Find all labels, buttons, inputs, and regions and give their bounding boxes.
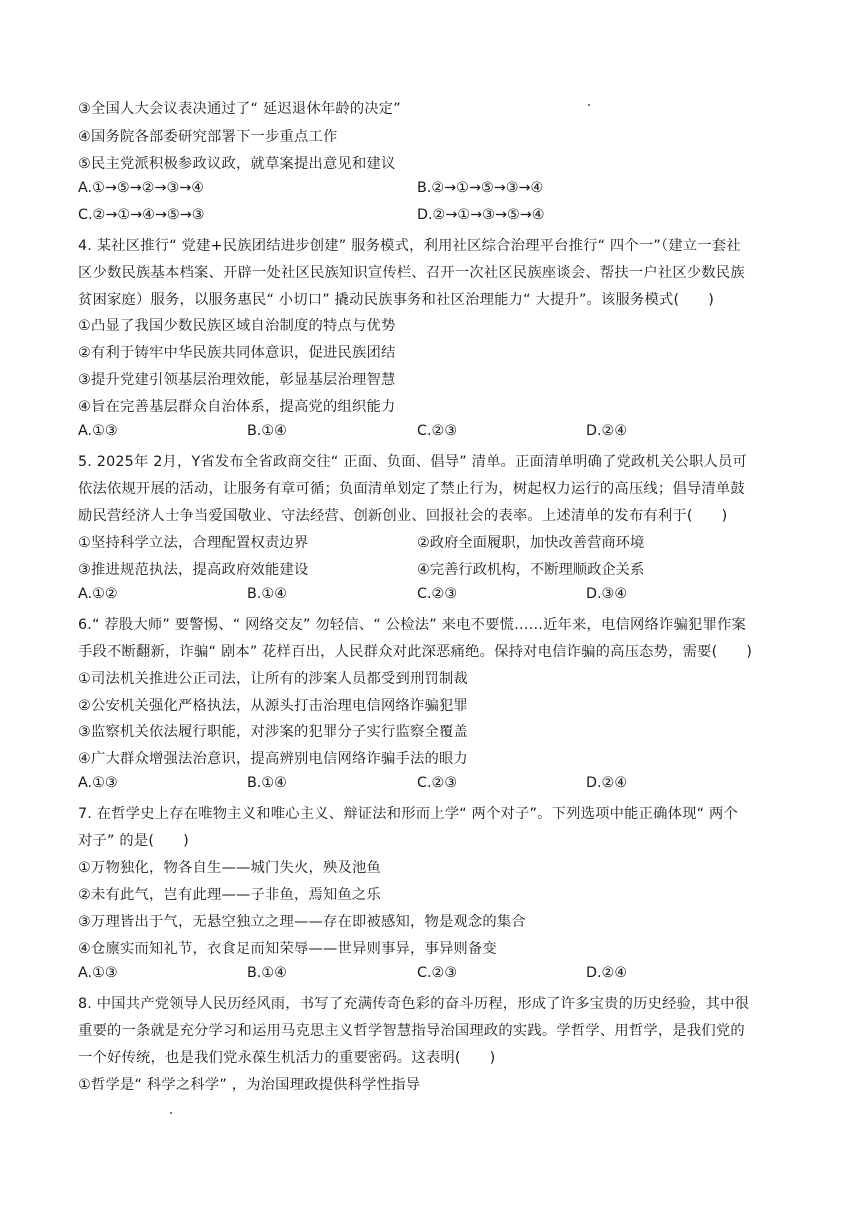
q5-stem-line: 5. 2025年 2月，Y省发布全省政商交往“ 正面、负面、倡导” 清单。正面清单明确了党政机关公职人员可 <box>78 454 748 470</box>
q5-stem-line: 励民营经济人士争当爱国敬业、守法经营、创新创业、回报社会的表率。上述清单的发布有利于( ) <box>78 508 728 524</box>
q4-option-b[interactable]: B.①④ <box>247 423 287 439</box>
q6-item-2: ②公安机关强化严格执法，从源头打击治理电信网络诈骗犯罪 <box>78 698 468 714</box>
q5-item-2: ②政府全面履职，加快改善营商环境 <box>417 535 645 551</box>
q5-option-c[interactable]: C.②③ <box>417 586 458 602</box>
q4-stem-line: 4. 某社区推行“ 党建+民族团结进步创建” 服务模式，利用社区综合治理平台推行“ 四个一”（建立一套社 <box>78 238 741 254</box>
q5-item-4: ④完善行政机构，不断理顺政企关系 <box>417 562 645 578</box>
q3-option-b[interactable]: B.②→①→⑤→③→④ <box>417 180 544 196</box>
q7-option-a[interactable]: A.①③ <box>78 965 118 981</box>
q7-option-c[interactable]: C.②③ <box>417 965 458 981</box>
q6-option-c[interactable]: C.②③ <box>417 775 458 791</box>
q5-option-a[interactable]: A.①② <box>78 586 118 602</box>
q7-item-3: ③万理皆出于气，无悬空独立之理——存在即被感知，物是观念的集合 <box>78 914 526 930</box>
q7-item-2: ②未有此气，岂有此理——子非鱼，焉知鱼之乐 <box>78 887 381 903</box>
q3-option-d[interactable]: D.②→①→③→⑤→④ <box>417 207 545 223</box>
q3-option-c[interactable]: C.②→①→④→⑤→③ <box>78 207 205 223</box>
q7-stem-line: 对子” 的是( ) <box>78 833 189 849</box>
q4-option-c[interactable]: C.②③ <box>417 423 458 439</box>
q4-option-d[interactable]: D.②④ <box>586 423 628 439</box>
q5-option-b[interactable]: B.①④ <box>247 586 287 602</box>
scan-speck <box>170 1112 172 1114</box>
scan-speck <box>588 104 590 106</box>
q6-option-d[interactable]: D.②④ <box>586 775 628 791</box>
q7-item-1: ①万物独化，物各自生——城门失火，殃及池鱼 <box>78 860 381 876</box>
q4-item-2: ②有利于铸牢中华民族共同体意识，促进民族团结 <box>78 345 396 361</box>
q5-stem-line: 依法依规开展的活动，让服务有章可循；负面清单划定了禁止行为，树起权力运行的高压线；倡导清单鼓 <box>78 481 745 497</box>
q5-item-3: ③推进规范执法，提高政府效能建设 <box>78 562 309 578</box>
q3-item-3: ③全国人大会议表决通过了“ 延迟退休年龄的决定” <box>78 101 401 117</box>
q3-option-a[interactable]: A.①→⑤→②→③→④ <box>78 180 205 196</box>
q7-item-4: ④仓廪实而知礼节，衣食足而知荣辱——世异则事异，事异则备变 <box>78 941 497 957</box>
q6-item-3: ③监察机关依法履行职能，对涉案的犯罪分子实行监察全覆盖 <box>78 724 468 740</box>
q5-item-1: ①坚持科学立法，合理配置权责边界 <box>78 535 309 551</box>
q3-item-4: ④国务院各部委研究部署下一步重点工作 <box>78 129 338 145</box>
q3-item-5: ⑤民主党派积极参政议政，就草案提出意见和建议 <box>78 156 396 172</box>
q8-stem-line: 一个好传统，也是我们党永葆生机活力的重要密码。这表明( ) <box>78 1050 496 1066</box>
q4-stem-line: 区少数民族基本档案、开辟一处社区民族知识宣传栏、召开一次社区民族座谈会、帮扶一户社区少数民族 <box>78 265 745 281</box>
q8-item-1: ①哲学是“ 科学之科学” ，为治国理政提供科学性指导 <box>78 1077 421 1093</box>
q6-item-4: ④广大群众增强法治意识，提高辨别电信网络诈骗手法的眼力 <box>78 751 468 767</box>
q6-item-1: ①司法机关推进公正司法，让所有的涉案人员都受到刑罚制裁 <box>78 671 468 687</box>
q8-stem-line: 8. 中国共产党领导人民历经风雨，书写了充满传奇色彩的奋斗历程，形成了许多宝贵的历史经验，其中很 <box>78 996 750 1012</box>
q6-stem-line: 6.“ 荐股大师” 要警惕、“ 网络交友” 勿轻信、“ 公检法” 来电不要慌……近年来，电信网络诈骗犯罪作案 <box>78 617 747 633</box>
q7-stem-line: 7. 在哲学史上存在唯物主义和唯心主义、辩证法和形而上学“ 两个对子”。下列选项中能正确体现“ 两个 <box>78 806 738 822</box>
q7-option-b[interactable]: B.①④ <box>247 965 287 981</box>
q6-option-a[interactable]: A.①③ <box>78 775 118 791</box>
q8-stem-line: 重要的一条就是充分学习和运用马克思主义哲学智慧指导治国理政的实践。学哲学、用哲学，是我们党的 <box>78 1023 745 1039</box>
q4-item-1: ①凸显了我国少数民族区域自治制度的特点与优势 <box>78 318 396 334</box>
q4-stem-line: 贫困家庭）服务，以服务惠民“ 小切口” 撬动民族事务和社区治理能力“ 大提升”。该服务模式( ) <box>78 292 715 308</box>
q6-stem-line: 手段不断翻新，诈骗“ 剧本” 花样百出，人民群众对此深恶痛绝。保持对电信诈骗的高压态势，需要( ) <box>78 644 753 660</box>
q7-option-d[interactable]: D.②④ <box>586 965 628 981</box>
q4-option-a[interactable]: A.①③ <box>78 423 118 439</box>
q4-item-3: ③提升党建引领基层治理效能，彰显基层治理智慧 <box>78 372 396 388</box>
q5-option-d[interactable]: D.③④ <box>586 586 628 602</box>
q4-item-4: ④旨在完善基层群众自治体系，提高党的组织能力 <box>78 399 396 415</box>
q6-option-b[interactable]: B.①④ <box>247 775 287 791</box>
